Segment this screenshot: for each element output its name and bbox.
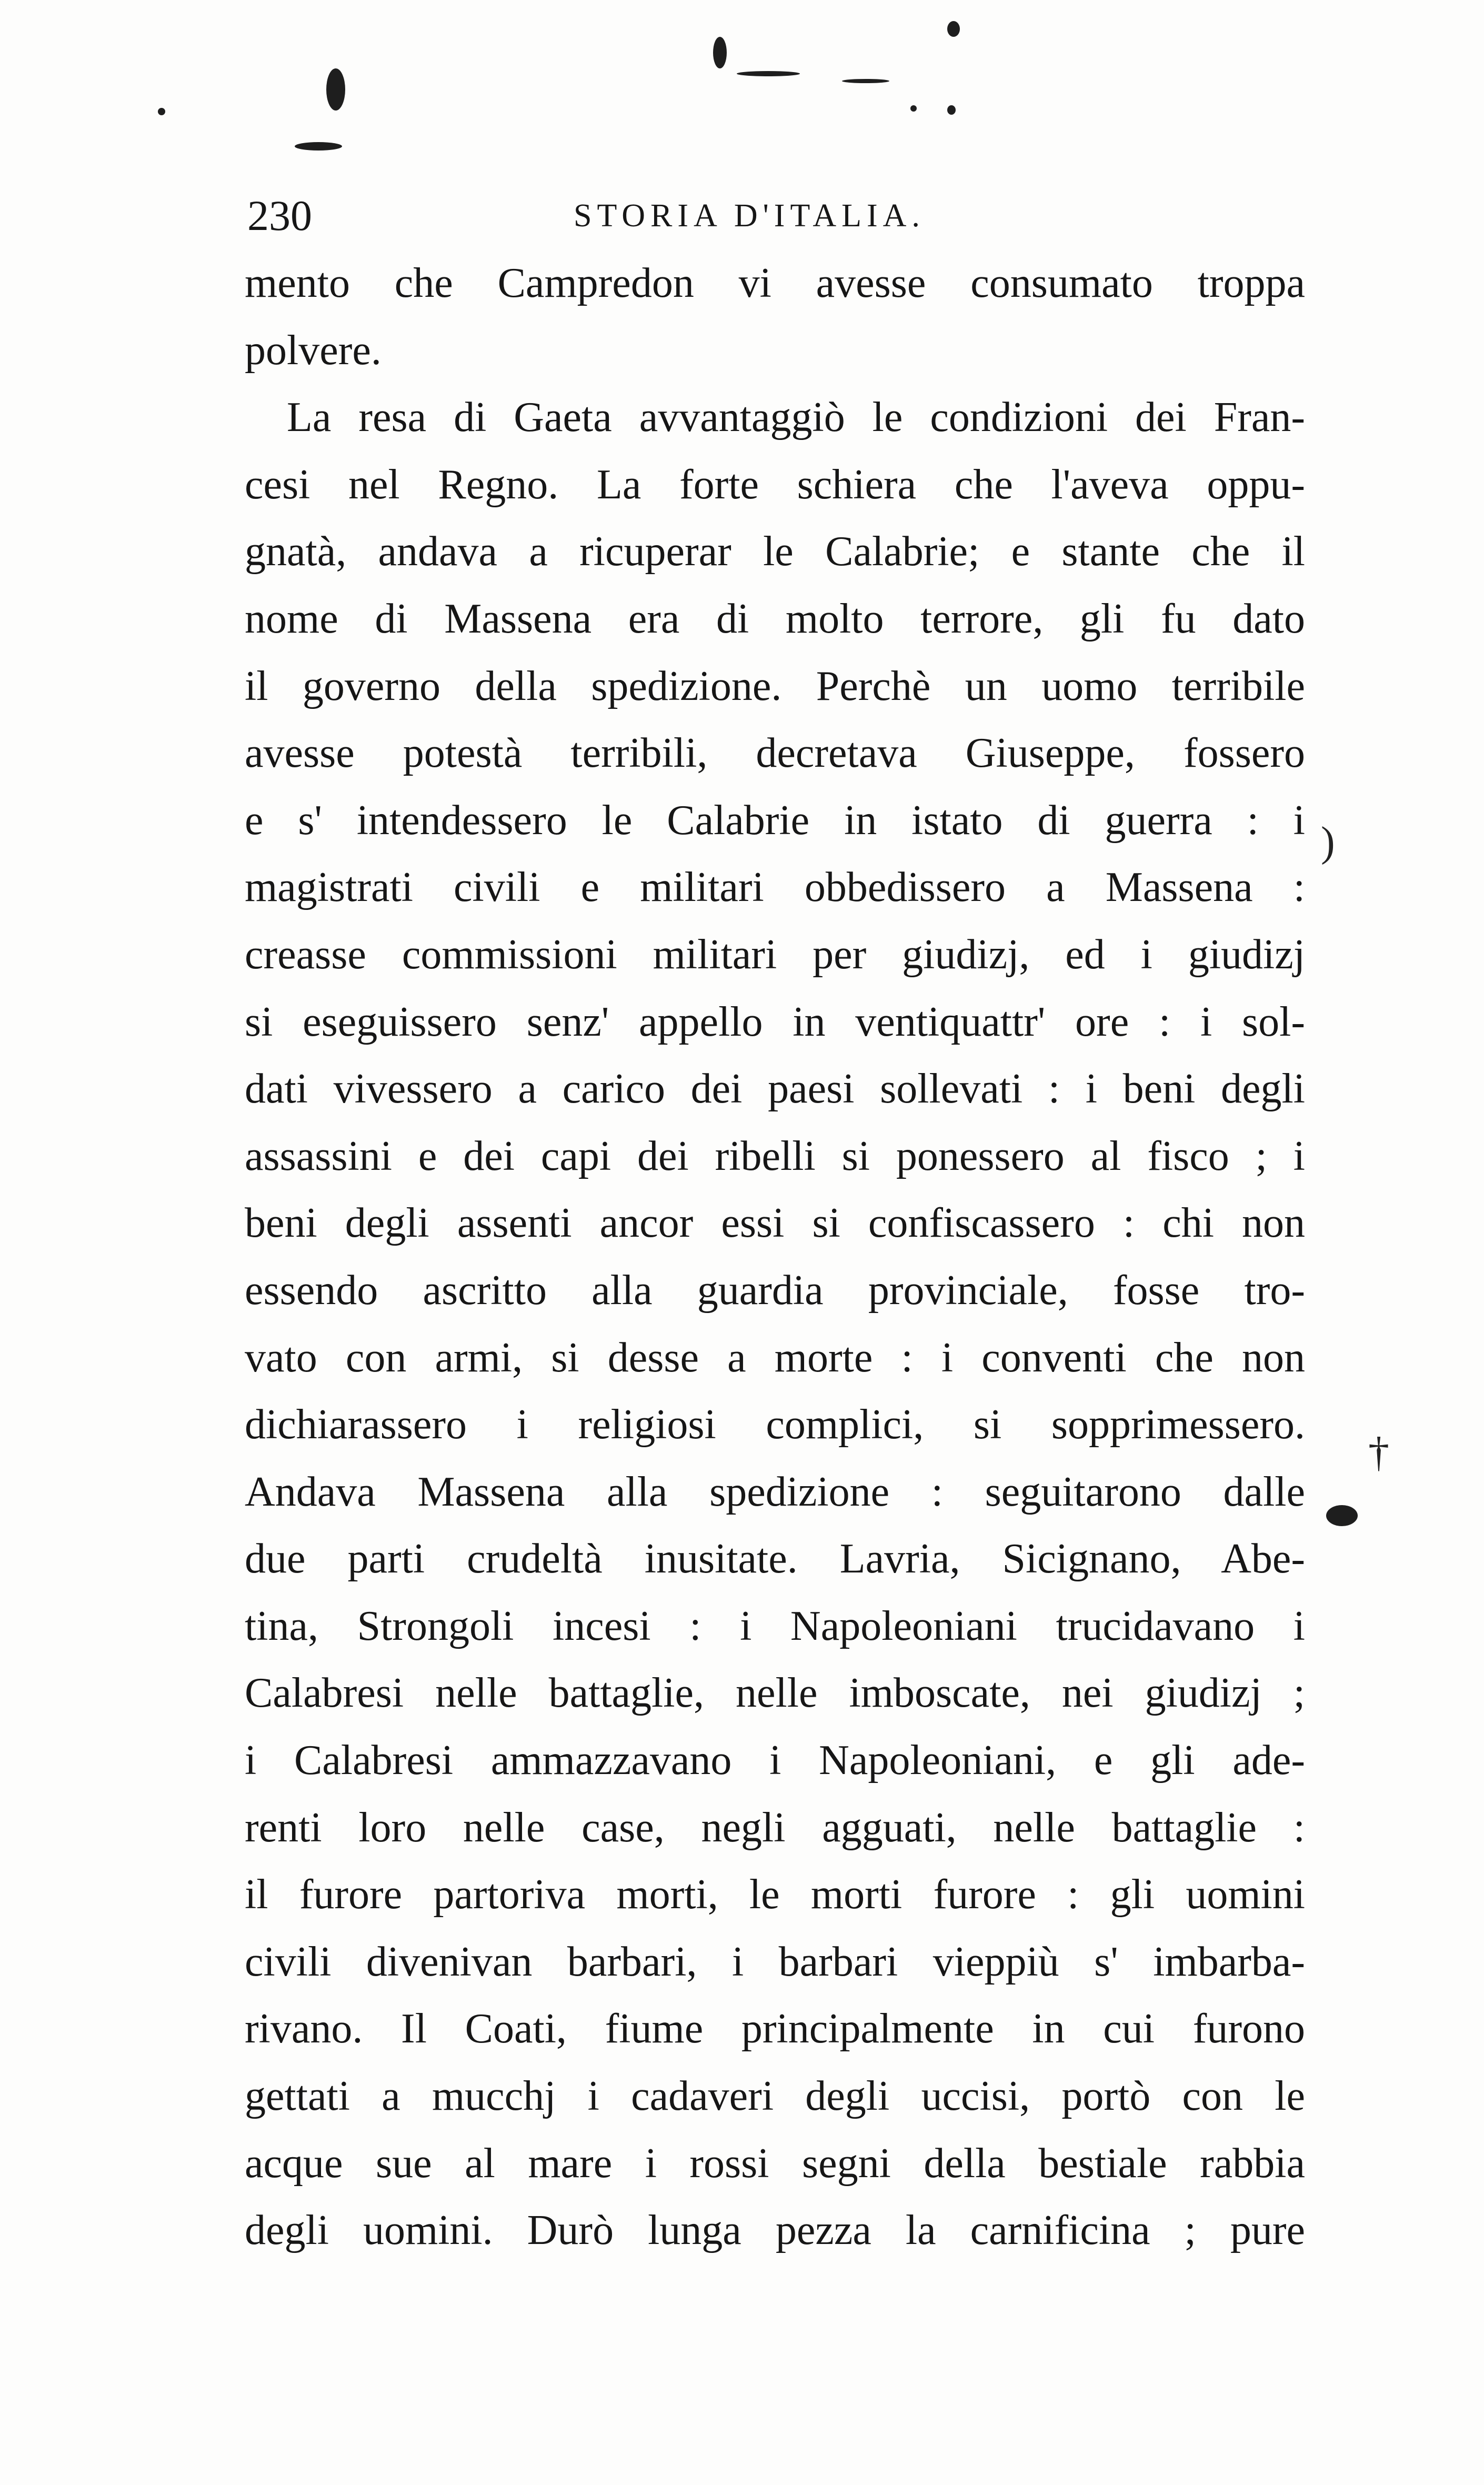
text-line: il governo della spedizione. Perchè un uomo terribile xyxy=(245,663,1305,709)
ink-blot xyxy=(1326,1505,1358,1526)
text-line: assassini e dei capi dei ribelli si ponessero al fisco ; i xyxy=(245,1133,1305,1179)
text-line: cesi nel Regno. La forte schiera che l'aveva oppu- xyxy=(245,461,1305,508)
text-line: essendo ascritto alla guardia provinciale, fosse tro- xyxy=(245,1267,1305,1314)
ink-blot xyxy=(842,79,889,83)
margin-mark: ) xyxy=(1321,819,1335,865)
text-line: i Calabresi ammazzavano i Napoleoniani, e gli ade- xyxy=(245,1737,1305,1784)
text-line: e s' intendessero le Calabrie in istato di guerra : i xyxy=(245,797,1305,844)
text-line: La resa di Gaeta avvantaggiò le condizioni dei Fran- xyxy=(287,394,1305,441)
running-head: STORIA D'ITALIA. xyxy=(574,198,925,234)
text-line: magistrati civili e militari obbedissero a Massena : xyxy=(245,864,1305,911)
ink-blot xyxy=(910,105,917,112)
margin-mark: † xyxy=(1368,1429,1389,1476)
text-line: beni degli assenti ancor essi si confiscassero : chi non xyxy=(245,1200,1305,1247)
ink-blot xyxy=(713,37,727,68)
text-line: vato con armi, si desse a morte : i conventi che non xyxy=(245,1334,1305,1381)
ink-blot xyxy=(295,142,342,151)
page-number: 230 xyxy=(247,192,312,239)
ink-blot xyxy=(947,105,956,115)
text-line: gettati a mucchj i cadaveri degli uccisi, portò con le xyxy=(245,2073,1305,2120)
body-text xyxy=(245,250,1305,2264)
text-line: avesse potestà terribili, decretava Giuseppe, fossero xyxy=(245,730,1305,777)
text-line: rivano. Il Coati, fiume principalmente in cui furono xyxy=(245,2006,1305,2052)
text-line: acque sue al mare i rossi segni della bestiale rabbia xyxy=(245,2140,1305,2187)
text-line: dichiarassero i religiosi complici, si sopprimessero. xyxy=(245,1401,1305,1448)
text-line: Calabresi nelle battaglie, nelle imboscate, nei giudizj ; xyxy=(245,1670,1305,1717)
text-line: dati vivessero a carico dei paesi sollevati : i beni degli xyxy=(245,1066,1305,1113)
ink-blot xyxy=(947,21,960,37)
text-line: si eseguissero senz' appello in ventiquattr' ore : i sol- xyxy=(245,998,1305,1045)
text-line: tina, Strongoli incesi : i Napoleoniani trucidavano i xyxy=(245,1602,1305,1649)
text-line: civili divenivan barbari, i barbari vieppiù s' imbarba- xyxy=(245,1938,1305,1985)
text-line: Andava Massena alla spedizione : seguitarono dalle xyxy=(245,1468,1305,1515)
text-line: il furore partoriva morti, le morti furore : gli uomini xyxy=(245,1871,1305,1918)
text-line: due parti crudeltà inusitate. Lavria, Sicignano, Abe- xyxy=(245,1536,1305,1582)
ink-blot xyxy=(326,68,345,111)
page-header xyxy=(247,187,1289,245)
text-line: polvere. xyxy=(245,327,382,374)
text-line: mento che Campredon vi avesse consumato troppa xyxy=(245,260,1305,306)
ink-blot xyxy=(158,108,165,115)
text-line: creasse commissioni militari per giudizj, ed i giudizj xyxy=(245,931,1305,978)
text-line: nome di Massena era di molto terrore, gli fu dato xyxy=(245,595,1305,642)
text-line: gnatà, andava a ricuperar le Calabrie; e stante che il xyxy=(245,528,1305,575)
text-line: degli uomini. Durò lunga pezza la carnificina ; pure xyxy=(245,2207,1305,2254)
text-line: renti loro nelle case, negli agguati, nelle battaglie : xyxy=(245,1804,1305,1851)
ink-blot xyxy=(737,71,800,76)
